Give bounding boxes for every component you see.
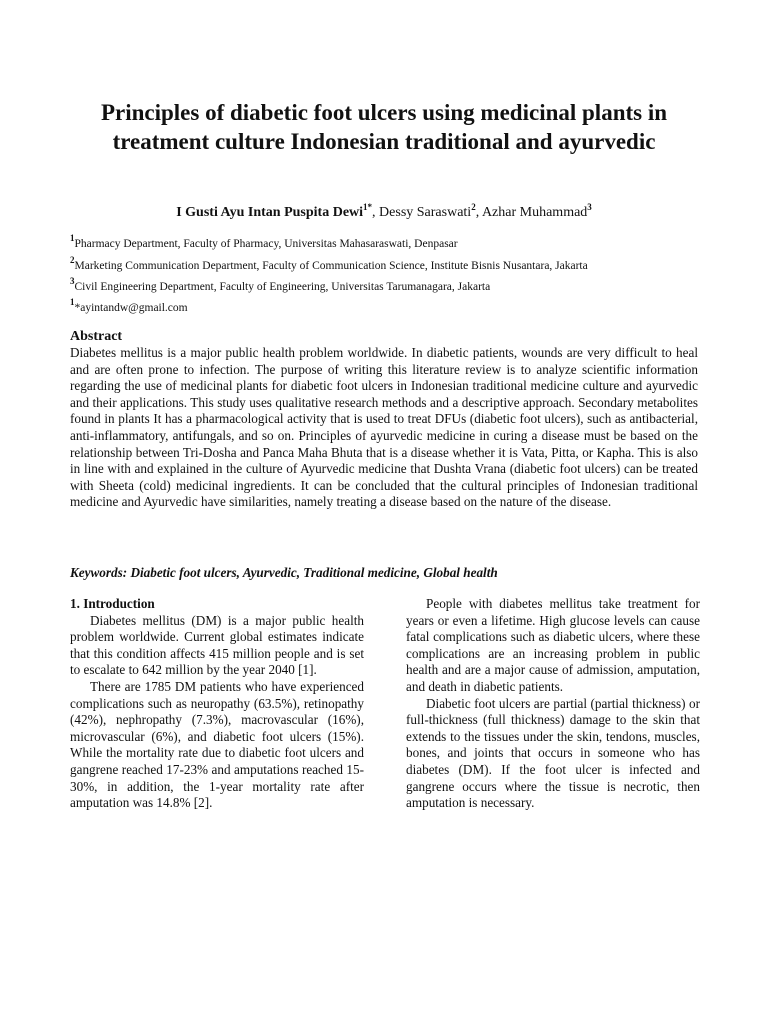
affiliation-mark: 2 (70, 254, 75, 265)
abstract-body: Diabetes mellitus is a major public health problem worldwide. In diabetic patients, wounds are very difficult to heal and are often prone to infection. The purpose of writing this literature review is to analyze scientific information regarding the use of medicinal plants for diabetic foot ulcers in Indonesian traditional medicine culture and ayurvedic and their applications. This study uses qualitative research methods and a descriptive approach. Secondary metabolites found in plants It has a pharmacological activity that is used to treat DFUs (diabetic foot ulcers), such as antibacterial, anti-inflammatory, antifungals, and so on. Principles of ayurvedic medicine in curing a disease must be based on the relationship between Tri-Dosha and Panca Maha Bhuta that is a disease whether it is Vata, Pitta, or Kapha. This is also in line with and explained in the culture of Ayurvedic medicine that Dushta Vrana (diabetic foot ulcers) can be treated with Sheeta (cold) medicinal ingredients. It can be concluded that the cultural principles of Indonesian traditional medicine and Ayurvedic have similarities, namely treating a disease based on the nature of the disease. (70, 345, 698, 510)
paragraph: People with diabetes mellitus take treatment for years or even a lifetime. High glucose levels can cause fatal complications such as diabetic ulcers, where these complications are an increasing problem in public health and are a major cause of admission, amputation, and death in diabetic patients. (406, 596, 700, 694)
affiliation (70, 253, 710, 275)
contact-email (70, 295, 188, 316)
column-left (70, 596, 364, 812)
affiliation-mark: 1 (70, 233, 75, 243)
column-right (406, 596, 700, 812)
author-name: Dessy Saraswati (379, 205, 472, 220)
author-list (60, 198, 708, 222)
affiliation-text: Pharmacy Department, Faculty of Pharmacy, Universitas Mahasaraswati, Denpasar (74, 238, 458, 250)
author-separator: , (372, 205, 380, 220)
author-name: Azhar Muhammad (481, 205, 588, 220)
paragraph: Diabetic foot ulcers are partial (partial thickness) or full-thickness (full thickness) damage to the skin that extends to the tissues under the skin, tendons, muscles, bones, and joints that occurs in someone who has diabetes (DM). If the foot ulcer is infected and gangrene occurs where the tissue is necrotic, then amputation is necessary. (406, 695, 700, 811)
affiliation (70, 274, 710, 296)
affiliation (70, 231, 710, 253)
paragraph: Diabetes mellitus (DM) is a major public health problem worldwide. Current global estimates indicate that this condition affects 415 million people and is set to escalate to 642 million by the year 2040 [1]. (70, 612, 364, 678)
affiliation-mark: 3 (70, 276, 75, 286)
email-mark: 1 (70, 297, 75, 307)
keywords: Keywords: Diabetic foot ulcers, Ayurvedic, Traditional medicine, Global health (70, 565, 498, 580)
author-separator: , (475, 205, 482, 220)
author-name: I Gusti Ayu Intan Puspita Dewi (176, 205, 364, 220)
affiliation-text: Civil Engineering Department, Faculty of Engineering, Universitas Tarumanagara, Jakarta (74, 281, 491, 293)
affiliation-list (70, 231, 710, 296)
author-mark: 3 (587, 202, 592, 212)
affiliation-text: Marketing Communication Department, Faculty of Communication Science, Institute Bisnis Nusantara, Jakarta (74, 259, 588, 272)
abstract-heading: Abstract (70, 329, 123, 344)
author-mark: 2 (471, 202, 476, 212)
author-mark: 1* (363, 202, 373, 212)
paragraph: There are 1785 DM patients who have experienced complications such as neuropathy (63.5%), retinopathy (42%), nephropathy (7.3%), macrovascular (16%), microvascular (6%), and diabetic foot ulcers (15%). While the mortality rate due to diabetic foot ulcers and gangrene reached 17-23% and amputations reached 15-30%, in addition, the 1-year mortality rate after amputation was 14.8% [2]. (70, 678, 364, 811)
paper-title: Principles of diabetic foot ulcers using medicinal plants in treatment culture Indonesian traditional and ayurvedic (100, 100, 668, 154)
section-heading: 1. Introduction (70, 596, 155, 611)
email-text: *ayintandw@gmail.com (74, 302, 188, 314)
